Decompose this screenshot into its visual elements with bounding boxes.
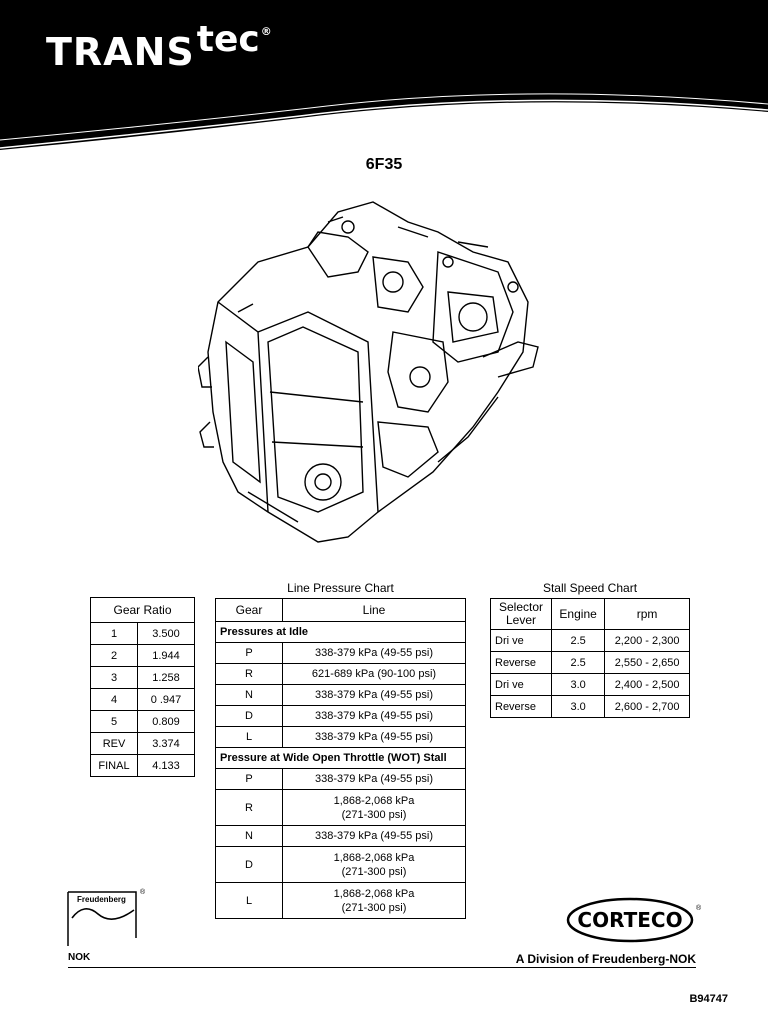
line-value-psi: (271-300 psi) [341, 901, 407, 914]
brand-reg: ® [260, 25, 272, 38]
freudenberg-reg: ® [140, 889, 146, 896]
rpm-cell: 2,550 - 2,650 [605, 652, 690, 674]
division-text: A Division of Freudenberg-NOK [515, 952, 696, 966]
selector-cell: Dri ve [491, 630, 552, 652]
gear-column-header: Gear [216, 599, 283, 622]
ratio-cell: 4.133 [138, 755, 195, 777]
table-row [91, 645, 195, 667]
gear-cell: D [216, 706, 283, 727]
selector-cell: Reverse [491, 652, 552, 674]
gear-cell: REV [91, 733, 138, 755]
table-row [216, 727, 466, 748]
line-cell [283, 847, 466, 883]
gear-cell: 2 [91, 645, 138, 667]
table-row [91, 733, 195, 755]
transtec-logo [46, 19, 272, 74]
engine-cell: 3.0 [552, 674, 605, 696]
gear-cell: L [216, 883, 283, 919]
selector-header-line2: Lever [505, 613, 537, 627]
table-row [216, 790, 466, 826]
line-value: 1,868-2,068 kPa [333, 794, 415, 807]
document-id: B94747 [689, 993, 728, 1005]
table-row [216, 748, 466, 769]
table-row [216, 826, 466, 847]
ratio-cell: 0 .947 [138, 689, 195, 711]
line-value-psi: (271-300 psi) [341, 865, 407, 878]
corteco-text: CORTECO [577, 908, 683, 932]
table-row [491, 652, 690, 674]
rpm-cell: 2,400 - 2,500 [605, 674, 690, 696]
engine-cell: 2.5 [552, 630, 605, 652]
table-row [216, 847, 466, 883]
table-row [91, 711, 195, 733]
table-row [216, 769, 466, 790]
header-swoosh [0, 0, 768, 150]
table-row [216, 664, 466, 685]
engine-cell: 2.5 [552, 652, 605, 674]
line-cell: 338-379 kPa (49-55 psi) [283, 769, 466, 790]
corteco-reg: ® [696, 905, 702, 912]
table-row [216, 706, 466, 727]
gear-cell: R [216, 790, 283, 826]
table-row [91, 623, 195, 645]
gear-cell: P [216, 769, 283, 790]
line-cell: 621-689 kPa (90-100 psi) [283, 664, 466, 685]
ratio-cell: 3.500 [138, 623, 195, 645]
table-row [491, 630, 690, 652]
brand-main: TRANS [46, 30, 195, 74]
gear-cell: 1 [91, 623, 138, 645]
gear-cell: N [216, 826, 283, 847]
model-title: 6F35 [365, 156, 403, 173]
table-row [216, 685, 466, 706]
selector-cell: Dri ve [491, 674, 552, 696]
gear-cell: L [216, 727, 283, 748]
table-row [491, 674, 690, 696]
freudenberg-text: Freudenberg [77, 895, 126, 904]
selector-cell: Reverse [491, 696, 552, 718]
stall-speed-table [490, 598, 690, 718]
rpm-cell: 2,200 - 2,300 [605, 630, 690, 652]
gear-ratio-header: Gear Ratio [91, 598, 195, 623]
line-pressure-caption: Line Pressure Chart [287, 581, 394, 595]
gear-cell: 5 [91, 711, 138, 733]
ratio-cell: 1.258 [138, 667, 195, 689]
line-cell: 338-379 kPa (49-55 psi) [283, 727, 466, 748]
line-column-header: Line [283, 599, 466, 622]
table-row [216, 883, 466, 919]
line-value: 1,868-2,068 kPa [333, 851, 415, 864]
line-value: 1,868-2,068 kPa [333, 887, 415, 900]
table-row [91, 689, 195, 711]
freudenberg-nok-logo [64, 888, 150, 964]
gear-cell: 4 [91, 689, 138, 711]
table-row [491, 696, 690, 718]
stall-speed-caption: Stall Speed Chart [542, 581, 638, 595]
section-title-wot: Pressure at Wide Open Throttle (WOT) Stall [216, 748, 466, 769]
gear-cell: R [216, 664, 283, 685]
table-row [91, 755, 195, 777]
line-cell: 338-379 kPa (49-55 psi) [283, 643, 466, 664]
gear-cell: D [216, 847, 283, 883]
line-cell: 338-379 kPa (49-55 psi) [283, 685, 466, 706]
line-cell: 338-379 kPa (49-55 psi) [283, 826, 466, 847]
engine-cell: 3.0 [552, 696, 605, 718]
corteco-logo [566, 896, 702, 944]
engine-header: Engine [552, 599, 605, 630]
line-cell [283, 790, 466, 826]
gear-cell: FINAL [91, 755, 138, 777]
line-pressure-table [215, 598, 466, 919]
rpm-header: rpm [605, 599, 690, 630]
transmission-illustration [198, 192, 550, 554]
selector-header-line1: Selector [498, 600, 544, 614]
gear-cell: N [216, 685, 283, 706]
table-row [491, 599, 690, 630]
footer-divider [68, 967, 696, 968]
gear-ratio-table [90, 597, 195, 777]
gear-cell: 3 [91, 667, 138, 689]
rpm-cell: 2,600 - 2,700 [605, 696, 690, 718]
ratio-cell: 0.809 [138, 711, 195, 733]
line-cell [283, 883, 466, 919]
table-row [91, 598, 195, 623]
selector-lever-header [491, 599, 552, 630]
table-row [91, 667, 195, 689]
nok-text: NOK [68, 952, 91, 963]
table-row [216, 622, 466, 643]
ratio-cell: 3.374 [138, 733, 195, 755]
table-row [216, 643, 466, 664]
brand-sup: tec [196, 19, 260, 60]
table-row [216, 599, 466, 622]
section-title-idle: Pressures at Idle [216, 622, 466, 643]
line-cell: 338-379 kPa (49-55 psi) [283, 706, 466, 727]
header-banner [0, 0, 768, 150]
line-value-psi: (271-300 psi) [341, 808, 407, 821]
ratio-cell: 1.944 [138, 645, 195, 667]
gear-cell: P [216, 643, 283, 664]
